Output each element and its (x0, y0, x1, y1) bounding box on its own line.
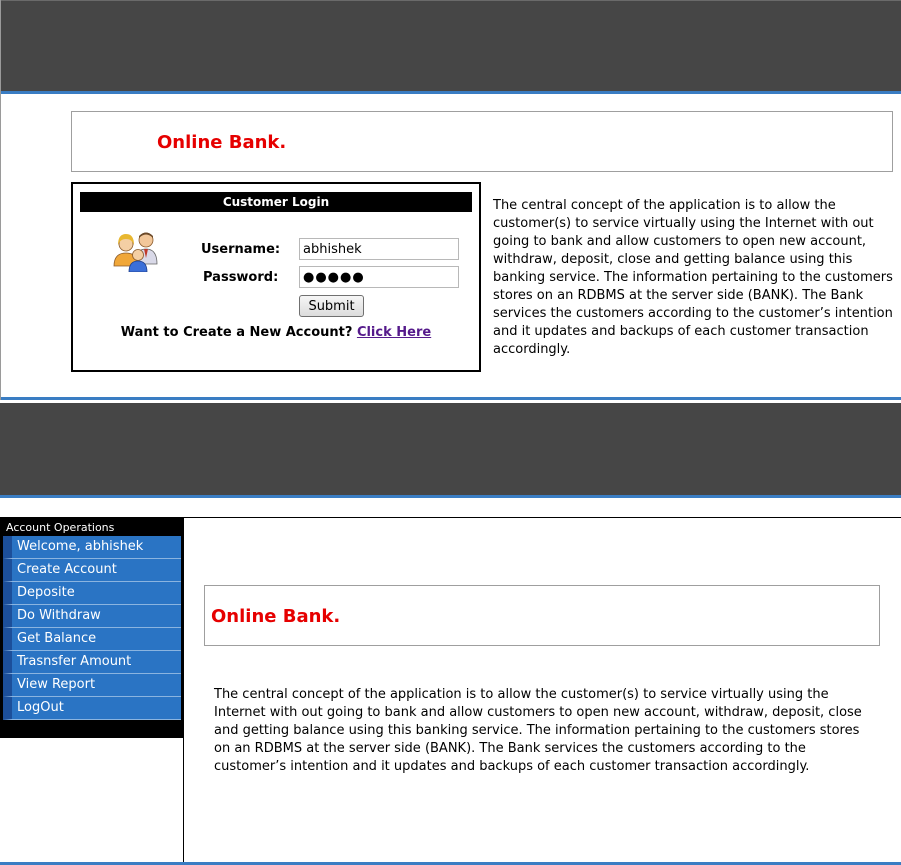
click-here-link[interactable]: Click Here (356, 325, 432, 340)
menu-item-logout[interactable]: LogOut (3, 697, 181, 720)
username-input[interactable] (299, 238, 459, 260)
content-area (183, 517, 901, 864)
password-label: Password: (203, 270, 279, 285)
menu-item-transfer-amount[interactable]: Trasnsfer Amount (3, 651, 181, 674)
menu-item-welcome[interactable]: Welcome, abhishek (3, 536, 181, 559)
footer-accent-line (1, 397, 901, 400)
dashboard-page (0, 403, 901, 865)
submit-button[interactable]: Submit (299, 295, 364, 317)
create-account-prompt (73, 325, 479, 340)
brand-title: Online Bank. (157, 132, 287, 153)
header-accent-line (0, 495, 901, 498)
description-text: The central concept of the application is to allow the customer(s) to service virtually using the Internet with out going to bank and allow customers to open new account, withdraw, deposit, close and getting balance using this banking service. The information pertaining to the customers stores on an RDBMS at the server side (BANK). The Bank services the customers according to the customer’s intention and it updates and backups of each customer transaction accordingly. (493, 198, 893, 357)
menu-item-create-account[interactable]: Create Account (3, 559, 181, 582)
menu-item-get-balance[interactable]: Get Balance (3, 628, 181, 651)
menu-item-deposite[interactable]: Deposite (3, 582, 181, 605)
header-banner (0, 403, 901, 495)
header-accent-line (1, 91, 901, 94)
login-page (0, 0, 901, 400)
header-banner (1, 0, 901, 91)
menu-item-view-report[interactable]: View Report (3, 674, 181, 697)
menu-list (3, 536, 181, 720)
create-account-prompt-text: Want to Create a New Account? (120, 325, 353, 340)
menu-item-do-withdraw[interactable]: Do Withdraw (3, 605, 181, 628)
password-input[interactable] (299, 266, 459, 288)
brand-box (204, 585, 880, 646)
login-header: Customer Login (80, 192, 472, 212)
account-operations-menu (0, 518, 183, 738)
menu-title: Account Operations (6, 521, 115, 534)
brand-title: Online Bank. (211, 606, 341, 627)
username-label: Username: (201, 242, 281, 257)
customer-login-box (71, 182, 481, 372)
description-text: The central concept of the application is to allow the customer(s) to service virtually using the Internet with out going to bank and allow customers to open new account, withdraw, deposit, close and getting balance using this banking service. The information pertaining to the customers stores on an RDBMS at the server side (BANK). The Bank services the customers according to the customer’s intention and it updates and backups of each customer transaction accordingly. (214, 687, 862, 774)
brand-box (71, 111, 893, 172)
users-icon (111, 230, 161, 272)
